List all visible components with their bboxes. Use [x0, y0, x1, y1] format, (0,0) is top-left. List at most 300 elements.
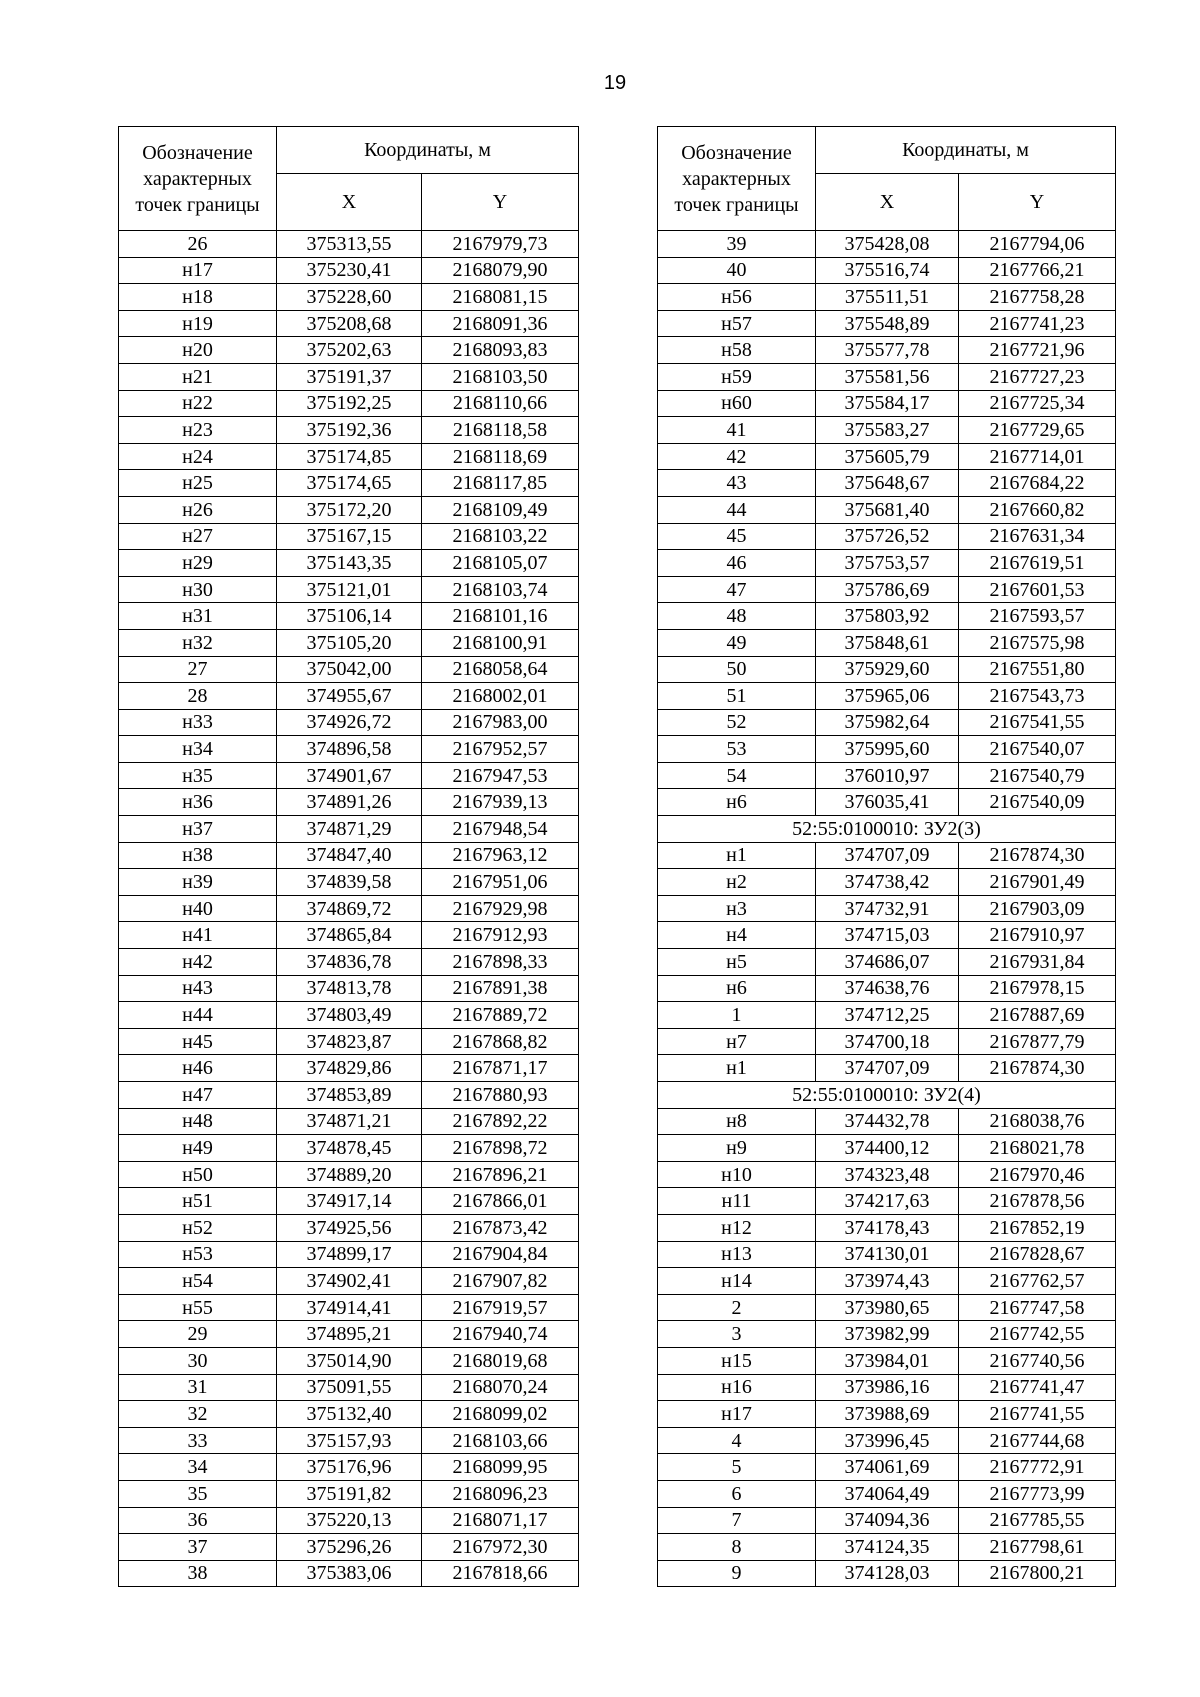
- x-cell: 375511,51: [816, 284, 959, 311]
- y-cell: 2167880,93: [422, 1082, 579, 1109]
- y-cell: 2167721,96: [959, 337, 1116, 364]
- x-cell: 375786,69: [816, 576, 959, 603]
- x-cell: 374400,12: [816, 1135, 959, 1162]
- table-row: [658, 1214, 1116, 1241]
- table-row: [119, 1135, 579, 1162]
- table-row: [119, 895, 579, 922]
- y-cell: 2167887,69: [959, 1002, 1116, 1029]
- x-cell: 375172,20: [277, 496, 422, 523]
- table-row: [658, 443, 1116, 470]
- header-y: Y: [959, 174, 1116, 231]
- y-cell: 2167940,74: [422, 1321, 579, 1348]
- point-cell: н23: [119, 417, 277, 444]
- table-row: [119, 363, 579, 390]
- y-cell: 2168110,66: [422, 390, 579, 417]
- x-cell: 374925,56: [277, 1214, 422, 1241]
- table-row: [658, 257, 1116, 284]
- point-cell: н39: [119, 869, 277, 896]
- point-cell: н55: [119, 1294, 277, 1321]
- y-cell: 2167874,30: [959, 842, 1116, 869]
- y-cell: 2167747,58: [959, 1294, 1116, 1321]
- table-row: [119, 1214, 579, 1241]
- x-cell: 375995,60: [816, 736, 959, 763]
- point-cell: н3: [658, 895, 816, 922]
- y-cell: 2168093,83: [422, 337, 579, 364]
- point-cell: н41: [119, 922, 277, 949]
- x-cell: 375296,26: [277, 1534, 422, 1561]
- coordinates-table-right: [657, 126, 1116, 1587]
- point-cell: н27: [119, 523, 277, 550]
- y-cell: 2167978,15: [959, 975, 1116, 1002]
- y-cell: 2167889,72: [422, 1002, 579, 1029]
- point-cell: н10: [658, 1161, 816, 1188]
- x-cell: 374917,14: [277, 1188, 422, 1215]
- point-cell: 28: [119, 683, 277, 710]
- y-cell: 2167866,01: [422, 1188, 579, 1215]
- table-row: [119, 1055, 579, 1082]
- y-cell: 2167543,73: [959, 683, 1116, 710]
- y-cell: 2167551,80: [959, 656, 1116, 683]
- x-cell: 374323,48: [816, 1161, 959, 1188]
- table-row: [119, 1560, 579, 1587]
- table-row: [119, 869, 579, 896]
- y-cell: 2167758,28: [959, 284, 1116, 311]
- x-cell: 375208,68: [277, 310, 422, 337]
- x-cell: 375228,60: [277, 284, 422, 311]
- x-cell: 375192,36: [277, 417, 422, 444]
- section-label: 52:55:0100010: ЗУ2(3): [658, 816, 1116, 843]
- x-cell: 376035,41: [816, 789, 959, 816]
- x-cell: 375014,90: [277, 1347, 422, 1374]
- table-row: [658, 1161, 1116, 1188]
- point-cell: н5: [658, 949, 816, 976]
- y-cell: 2168096,23: [422, 1480, 579, 1507]
- point-cell: 9: [658, 1560, 816, 1587]
- table-row: [119, 576, 579, 603]
- table-row: [119, 1427, 579, 1454]
- table-row: [658, 922, 1116, 949]
- point-cell: 36: [119, 1507, 277, 1534]
- point-cell: н16: [658, 1374, 816, 1401]
- point-cell: 47: [658, 576, 816, 603]
- point-cell: н15: [658, 1347, 816, 1374]
- y-cell: 2167970,46: [959, 1161, 1116, 1188]
- x-cell: 374869,72: [277, 895, 422, 922]
- y-cell: 2167742,55: [959, 1321, 1116, 1348]
- point-cell: 33: [119, 1427, 277, 1454]
- x-cell: 373996,45: [816, 1427, 959, 1454]
- point-cell: 50: [658, 656, 816, 683]
- point-cell: 26: [119, 231, 277, 258]
- point-cell: н7: [658, 1028, 816, 1055]
- y-cell: 2167798,61: [959, 1534, 1116, 1561]
- x-cell: 374707,09: [816, 1055, 959, 1082]
- y-cell: 2167910,97: [959, 922, 1116, 949]
- y-cell: 2167892,22: [422, 1108, 579, 1135]
- point-cell: н44: [119, 1002, 277, 1029]
- point-cell: 27: [119, 656, 277, 683]
- y-cell: 2167727,23: [959, 363, 1116, 390]
- point-cell: н58: [658, 337, 816, 364]
- y-cell: 2167575,98: [959, 629, 1116, 656]
- point-cell: н9: [658, 1135, 816, 1162]
- y-cell: 2168079,90: [422, 257, 579, 284]
- table-row: [658, 895, 1116, 922]
- point-cell: 2: [658, 1294, 816, 1321]
- point-cell: н4: [658, 922, 816, 949]
- point-cell: н60: [658, 390, 816, 417]
- x-cell: 375157,93: [277, 1427, 422, 1454]
- table-row: [658, 1347, 1116, 1374]
- x-cell: 375753,57: [816, 550, 959, 577]
- table-row: [119, 1534, 579, 1561]
- x-cell: 374853,89: [277, 1082, 422, 1109]
- y-cell: 2167868,82: [422, 1028, 579, 1055]
- x-cell: 375191,82: [277, 1480, 422, 1507]
- y-cell: 2167725,34: [959, 390, 1116, 417]
- y-cell: 2167714,01: [959, 443, 1116, 470]
- y-cell: 2167785,55: [959, 1507, 1116, 1534]
- y-cell: 2167873,42: [422, 1214, 579, 1241]
- table-row: [119, 257, 579, 284]
- y-cell: 2167852,19: [959, 1214, 1116, 1241]
- table-row: [658, 1188, 1116, 1215]
- table-row: [658, 949, 1116, 976]
- table-row: [658, 1135, 1116, 1162]
- x-cell: 374829,86: [277, 1055, 422, 1082]
- table-row: [119, 789, 579, 816]
- x-cell: 374061,69: [816, 1454, 959, 1481]
- x-cell: 374432,78: [816, 1108, 959, 1135]
- point-cell: н37: [119, 816, 277, 843]
- table-row: [658, 576, 1116, 603]
- header-coordinates: Координаты, м: [816, 127, 1116, 174]
- y-cell: 2167631,34: [959, 523, 1116, 550]
- table-row: [119, 1294, 579, 1321]
- y-cell: 2168100,91: [422, 629, 579, 656]
- y-cell: 2167951,06: [422, 869, 579, 896]
- table-row: [658, 284, 1116, 311]
- point-cell: н12: [658, 1214, 816, 1241]
- y-cell: 2167983,00: [422, 709, 579, 736]
- y-cell: 2168002,01: [422, 683, 579, 710]
- point-cell: н11: [658, 1188, 816, 1215]
- table-row: [119, 1108, 579, 1135]
- y-cell: 2167794,06: [959, 231, 1116, 258]
- y-cell: 2167729,65: [959, 417, 1116, 444]
- x-cell: 374823,87: [277, 1028, 422, 1055]
- x-cell: 375584,17: [816, 390, 959, 417]
- y-cell: 2167874,30: [959, 1055, 1116, 1082]
- y-cell: 2167878,56: [959, 1188, 1116, 1215]
- header-y: Y: [422, 174, 579, 231]
- x-cell: 374064,49: [816, 1480, 959, 1507]
- x-cell: 374878,45: [277, 1135, 422, 1162]
- table-row: [119, 975, 579, 1002]
- point-cell: 40: [658, 257, 816, 284]
- y-cell: 2167601,53: [959, 576, 1116, 603]
- x-cell: 374891,26: [277, 789, 422, 816]
- x-cell: 374217,63: [816, 1188, 959, 1215]
- point-cell: н51: [119, 1188, 277, 1215]
- y-cell: 2167931,84: [959, 949, 1116, 976]
- point-cell: н36: [119, 789, 277, 816]
- point-cell: н14: [658, 1268, 816, 1295]
- table-row: [658, 1374, 1116, 1401]
- table-row: [119, 1028, 579, 1055]
- point-cell: 5: [658, 1454, 816, 1481]
- table-row: [119, 284, 579, 311]
- x-cell: 375848,61: [816, 629, 959, 656]
- coordinates-table-left: [118, 126, 579, 1587]
- x-cell: 375091,55: [277, 1374, 422, 1401]
- x-cell: 374638,76: [816, 975, 959, 1002]
- table-row: [658, 1534, 1116, 1561]
- y-cell: 2167762,57: [959, 1268, 1116, 1295]
- header-x: X: [816, 174, 959, 231]
- point-cell: 7: [658, 1507, 816, 1534]
- x-cell: 375176,96: [277, 1454, 422, 1481]
- x-cell: 374901,67: [277, 762, 422, 789]
- x-cell: 375965,06: [816, 683, 959, 710]
- y-cell: 2167741,47: [959, 1374, 1116, 1401]
- y-cell: 2168105,07: [422, 550, 579, 577]
- table-row: [658, 975, 1116, 1002]
- x-cell: 375577,78: [816, 337, 959, 364]
- x-cell: 375191,37: [277, 363, 422, 390]
- section-row: [658, 1082, 1116, 1109]
- x-cell: 374871,21: [277, 1108, 422, 1135]
- table-row: [658, 683, 1116, 710]
- x-cell: 374738,42: [816, 869, 959, 896]
- table-row: [658, 736, 1116, 763]
- y-cell: 2167903,09: [959, 895, 1116, 922]
- y-cell: 2168091,36: [422, 310, 579, 337]
- point-cell: н52: [119, 1214, 277, 1241]
- table-row: [658, 470, 1116, 497]
- y-cell: 2167540,09: [959, 789, 1116, 816]
- table-row: [119, 1454, 579, 1481]
- y-cell: 2167540,07: [959, 736, 1116, 763]
- point-cell: 45: [658, 523, 816, 550]
- y-cell: 2167871,17: [422, 1055, 579, 1082]
- table-row: [658, 789, 1116, 816]
- point-cell: 38: [119, 1560, 277, 1587]
- x-cell: 374839,58: [277, 869, 422, 896]
- table-row: [119, 1188, 579, 1215]
- point-cell: н2: [658, 869, 816, 896]
- section-label: 52:55:0100010: ЗУ2(4): [658, 1082, 1116, 1109]
- table-row: [119, 390, 579, 417]
- point-cell: 37: [119, 1534, 277, 1561]
- y-cell: 2167939,13: [422, 789, 579, 816]
- point-cell: н8: [658, 1108, 816, 1135]
- point-cell: н24: [119, 443, 277, 470]
- y-cell: 2167952,57: [422, 736, 579, 763]
- point-cell: н57: [658, 310, 816, 337]
- point-cell: 31: [119, 1374, 277, 1401]
- table-row: [119, 1241, 579, 1268]
- table-row: [119, 1401, 579, 1428]
- table-row: [119, 1321, 579, 1348]
- y-cell: 2168109,49: [422, 496, 579, 523]
- point-cell: н47: [119, 1082, 277, 1109]
- table-row: [119, 310, 579, 337]
- table-row: [658, 1427, 1116, 1454]
- x-cell: 374955,67: [277, 683, 422, 710]
- point-cell: 4: [658, 1427, 816, 1454]
- x-cell: 375803,92: [816, 603, 959, 630]
- x-cell: 373974,43: [816, 1268, 959, 1295]
- x-cell: 374914,41: [277, 1294, 422, 1321]
- y-cell: 2167877,79: [959, 1028, 1116, 1055]
- point-cell: н42: [119, 949, 277, 976]
- x-cell: 375313,55: [277, 231, 422, 258]
- point-cell: 44: [658, 496, 816, 523]
- y-cell: 2168103,74: [422, 576, 579, 603]
- table-row: [119, 1161, 579, 1188]
- y-cell: 2168021,78: [959, 1135, 1116, 1162]
- x-cell: 373988,69: [816, 1401, 959, 1428]
- point-cell: 39: [658, 231, 816, 258]
- y-cell: 2167898,33: [422, 949, 579, 976]
- y-cell: 2168099,95: [422, 1454, 579, 1481]
- x-cell: 375042,00: [277, 656, 422, 683]
- table-row: [658, 869, 1116, 896]
- point-cell: н59: [658, 363, 816, 390]
- y-cell: 2167919,57: [422, 1294, 579, 1321]
- table-row: [119, 417, 579, 444]
- y-cell: 2168103,50: [422, 363, 579, 390]
- x-cell: 374707,09: [816, 842, 959, 869]
- point-cell: н49: [119, 1135, 277, 1162]
- table-row: [658, 496, 1116, 523]
- y-cell: 2168038,76: [959, 1108, 1116, 1135]
- point-cell: 30: [119, 1347, 277, 1374]
- point-cell: н18: [119, 284, 277, 311]
- page-number: 19: [603, 72, 627, 94]
- table-row: [658, 1294, 1116, 1321]
- point-cell: 3: [658, 1321, 816, 1348]
- x-cell: 374715,03: [816, 922, 959, 949]
- x-cell: 375167,15: [277, 523, 422, 550]
- x-cell: 373986,16: [816, 1374, 959, 1401]
- table-row: [119, 949, 579, 976]
- point-cell: н40: [119, 895, 277, 922]
- point-cell: 6: [658, 1480, 816, 1507]
- table-row: [658, 390, 1116, 417]
- table-row: [119, 762, 579, 789]
- point-cell: н30: [119, 576, 277, 603]
- y-cell: 2167901,49: [959, 869, 1116, 896]
- y-cell: 2167741,23: [959, 310, 1116, 337]
- point-cell: н33: [119, 709, 277, 736]
- x-cell: 375132,40: [277, 1401, 422, 1428]
- x-cell: 375383,06: [277, 1560, 422, 1587]
- point-cell: н6: [658, 975, 816, 1002]
- x-cell: 375174,85: [277, 443, 422, 470]
- x-cell: 376010,97: [816, 762, 959, 789]
- point-cell: н54: [119, 1268, 277, 1295]
- y-cell: 2167818,66: [422, 1560, 579, 1587]
- y-cell: 2167979,73: [422, 231, 579, 258]
- x-cell: 373982,99: [816, 1321, 959, 1348]
- y-cell: 2168070,24: [422, 1374, 579, 1401]
- x-cell: 375982,64: [816, 709, 959, 736]
- y-cell: 2168019,68: [422, 1347, 579, 1374]
- table-row: [658, 1108, 1116, 1135]
- x-cell: 375143,35: [277, 550, 422, 577]
- y-cell: 2168099,02: [422, 1401, 579, 1428]
- point-cell: н46: [119, 1055, 277, 1082]
- table-row: [119, 1347, 579, 1374]
- table-row: [119, 1480, 579, 1507]
- table-row: [658, 762, 1116, 789]
- point-cell: н31: [119, 603, 277, 630]
- y-cell: 2167828,67: [959, 1241, 1116, 1268]
- point-cell: н17: [658, 1401, 816, 1428]
- y-cell: 2167773,99: [959, 1480, 1116, 1507]
- x-cell: 375121,01: [277, 576, 422, 603]
- table-row: [119, 842, 579, 869]
- point-cell: 32: [119, 1401, 277, 1428]
- point-cell: н19: [119, 310, 277, 337]
- x-cell: 374178,43: [816, 1214, 959, 1241]
- point-cell: 52: [658, 709, 816, 736]
- table-row: [658, 1241, 1116, 1268]
- y-cell: 2167766,21: [959, 257, 1116, 284]
- table-row: [658, 1454, 1116, 1481]
- x-cell: 375192,25: [277, 390, 422, 417]
- y-cell: 2167772,91: [959, 1454, 1116, 1481]
- y-cell: 2167740,56: [959, 1347, 1116, 1374]
- x-cell: 374130,01: [816, 1241, 959, 1268]
- x-cell: 375230,41: [277, 257, 422, 284]
- y-cell: 2168081,15: [422, 284, 579, 311]
- y-cell: 2167744,68: [959, 1427, 1116, 1454]
- x-cell: 375105,20: [277, 629, 422, 656]
- point-cell: 35: [119, 1480, 277, 1507]
- point-cell: н26: [119, 496, 277, 523]
- y-cell: 2168058,64: [422, 656, 579, 683]
- point-cell: 1: [658, 1002, 816, 1029]
- table-row: [658, 310, 1116, 337]
- table-row: [658, 629, 1116, 656]
- x-cell: 375581,56: [816, 363, 959, 390]
- point-cell: н43: [119, 975, 277, 1002]
- header-point-designation: Обозначение характерных точек границы: [119, 127, 277, 231]
- x-cell: 375202,63: [277, 337, 422, 364]
- y-cell: 2167891,38: [422, 975, 579, 1002]
- y-cell: 2167929,98: [422, 895, 579, 922]
- y-cell: 2167741,55: [959, 1401, 1116, 1428]
- point-cell: 42: [658, 443, 816, 470]
- point-cell: н22: [119, 390, 277, 417]
- x-cell: 374926,72: [277, 709, 422, 736]
- table-row: [119, 1374, 579, 1401]
- point-cell: н17: [119, 257, 277, 284]
- point-cell: н56: [658, 284, 816, 311]
- point-cell: н48: [119, 1108, 277, 1135]
- point-cell: 34: [119, 1454, 277, 1481]
- y-cell: 2168117,85: [422, 470, 579, 497]
- x-cell: 374094,36: [816, 1507, 959, 1534]
- table-row: [119, 337, 579, 364]
- header-coordinates: Координаты, м: [277, 127, 579, 174]
- table-row: [119, 1082, 579, 1109]
- point-cell: 49: [658, 629, 816, 656]
- point-cell: н32: [119, 629, 277, 656]
